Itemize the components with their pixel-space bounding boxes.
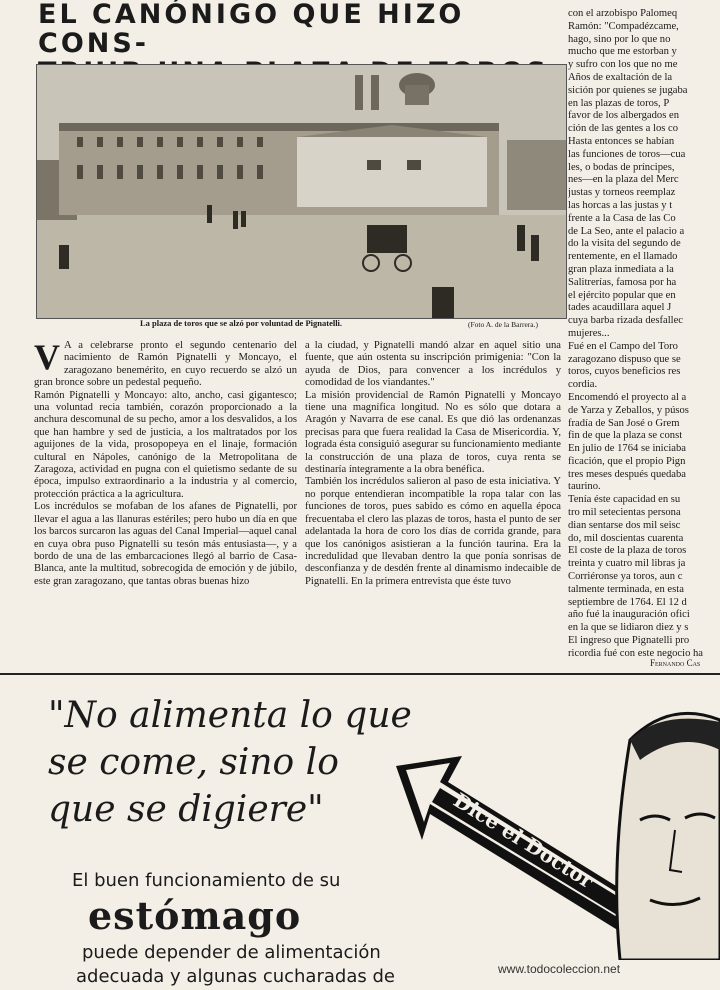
bullring-photo [36,64,567,319]
column-line: En julio de 1764 se iniciaba [568,443,686,455]
column-line: rentemente, en el llamado [568,251,678,263]
article-column-3 [568,8,720,661]
doctor-portrait [600,700,720,960]
paragraph: Los incrédulos se mofaban de los afanes de Pignatelli, por llevar el agua a las llanuras estériles; pero hubo un día en que los barcos surcaron las aguas del Canal Imperial—aquel canal en cuya obra puso Pignatelli su tesón más entusiasta—, y a bordo de una de las embarcaciones llegó al barrio de Casa-Blanca, ante la multitud, sobrecogida de emoción y de júbilo, este gran zaragozano, que tantas obras buenas hizo [34,501,297,587]
column-line: toros, cuyos beneficios res [568,366,681,378]
column-line: Encomendó el proyecto al a [568,391,687,403]
column-line: Corriéronse ya toros, aun c [568,571,683,583]
column-line: hago, sino por lo que no [568,33,671,45]
ad-keyword: estómago [88,893,302,938]
ad-quote-line: que se digiere" [48,789,324,830]
column-line: Ramón: "Compadézcame, [568,20,679,32]
column-line: Tenía éste capacidad en su [568,494,681,506]
column-line: de La Seo, ante el palacio a [568,225,685,237]
dropcap: V [34,337,60,377]
column-line: treinta y cuatro mil libras ja [568,558,686,570]
column-line: Hasta entonces se habían [568,135,675,147]
arrow-label: Dice el Doctor [449,787,598,894]
column-line: les, o bodas de príncipes, [568,161,675,173]
column-line: El coste de la plaza de toros [568,545,687,557]
column-line: año fué la inauguración ofici [568,609,690,621]
column-line: tades acaudillara aquel J [568,302,672,314]
column-line: cordia. [568,379,598,391]
column-line: nes—en la plaza del Merc [568,174,679,186]
column-line: justas y torneos reemplaz [568,187,676,199]
article-column-1 [34,337,297,588]
column-line: ción de las gentes a los co [568,123,679,135]
column-line: las funciones de toros—cua [568,148,686,160]
column-line: dian sentarse dos mil seisc [568,519,681,531]
ad-intro-text: El buen funcionamiento de su [72,870,341,891]
paragraph: Ramón Pignatelli y Moncayo: alto, ancho, casi gigantesco; una voluntad recia también, corazón proporcionado a la anchura descomunal de su pecho, amor a los desvalidos, a los que han hambre y sed de justicia, a los maltratados por los aguijones de la vida, prosopopeya en el linaje, formación cultural en Nápoles, canónigo de la Metropolitana de Zaragoza, actividad en pugna con el quietismo sedante de su época, impulso extraordinario a la industria y al comercio, protección práctica a la agricultura. [34,389,297,500]
column-line: Años de exaltación de la [568,71,673,83]
ad-quote [48,692,412,833]
column-line: El ingreso que Pignatelli pro [568,635,690,647]
column-line: do, mil doscientas cuarenta [568,532,684,544]
column-line: tres meses después quedaba [568,468,686,480]
title-line-1: EL CANÓNIGO QUE HIZO CONS- [38,0,465,59]
column-line: en la que se lidiaron diez y s [568,622,689,634]
column-line: cuya barba rizada desfallec [568,315,683,327]
divider [0,673,720,675]
ad-quote-line: se come, sino lo [48,742,339,783]
column-line: en las plazas de toros, P [568,97,670,109]
column-line: de Yarza y Zeballos, y púsos [568,404,689,416]
column-line: talmente terminada, en esta [568,583,684,595]
paragraph: A a celebrarse pronto el segundo centenario del nacimiento de Ramón Pignatelli y Moncayo, el zaragozano benemérito, en cuyo recuerdo se alzó un gran bronce sobre un pedestal pequeño. [34,340,297,389]
column-line: frente a la Casa de las Co [568,212,676,224]
watermark: www.todocoleccion.net [498,962,621,976]
paragraph: La misión providencial de Ramón Pignatelli y Moncayo tiene una magnífica longitud. No es sólo que dotara a Aragón y Navarra de ese canal. Es que dió las ordenanzas precisas para que fuera realidad la Casa de Misericordia. Y, lograda ésta consiguió asegurar su funcionamiento mediante la construcción de una plaza de toros, cuya renta se destinaría íntegramente a la obra benéfica. [305,389,561,476]
column-line: ricordia fué con este negocio ha [568,647,704,659]
column-line: ficación, que el propio Pign [568,455,686,467]
paragraph: También los incrédulos salieron al paso de esta iniciativa. Y no porque entendieran incompatible la ropa talar con las funciones de toros, pues sabido es cómo en aquella época frecuentaba el clero las plazas de toros, hasta el punto de ser adelantada la hora de coro los días de corrida grande, para que los canónigos asistieran a la función taurina. Era la incredulidad que llevaban dentro la que ponía sonrisas de desconfianza y de desdén frente al dinamismo indecaible de Pignatelli. En la primera entrevista que éste tuvo [305,476,561,587]
photo-caption: La plaza de toros que se alzó por voluntad de Pignatelli. [140,318,343,328]
paragraph: a la ciudad, y Pignatelli mandó alzar en aquel sitio una fuente, que aún ostenta su inscripción primigenia: "Con la ayuda de Dios, para convencer a los incrédulos y comodidad de los viandantes." [305,340,561,389]
column-line: sición por quienes se jugaba [568,84,688,96]
column-line: mucho que me estorban y [568,46,677,58]
column-line: septiembre de 1764. El 12 d [568,596,687,608]
ad-body-text: puede depender de alimentación [82,942,381,963]
column-line: tro mil setecientas persona [568,507,681,519]
column-line: Salitrerías, famosa por ha [568,276,677,288]
photo-credit: (Foto A. de la Barrera.) [468,320,538,329]
ad-body-text: adecuada y algunas cucharadas de [76,966,395,987]
column-line: do la visita del segundo de [568,238,681,250]
column-line: y sufro con los que no me [568,59,678,71]
column-line: zaragozano dispuso que se [568,353,681,365]
author-signature: Fernando Cas [650,658,701,668]
column-line: favor de los albergados en [568,110,680,122]
column-line: taurino. [568,481,601,493]
column-line: fradía de San José o Grem [568,417,680,429]
column-line: Fué en el Campo del Toro [568,340,678,352]
column-line: el ejército popular que en [568,289,676,301]
column-line: con el arzobispo Palomeq [568,8,678,19]
article-column-2 [305,340,561,588]
column-line: gran plaza inmediata a la [568,263,674,275]
column-line: mujeres... [568,327,610,339]
column-line: las horcas a las justas y t [568,199,673,211]
ad-quote-line: "No alimenta lo que [48,695,412,736]
column-line: fin de que la plaza se const [568,430,683,442]
